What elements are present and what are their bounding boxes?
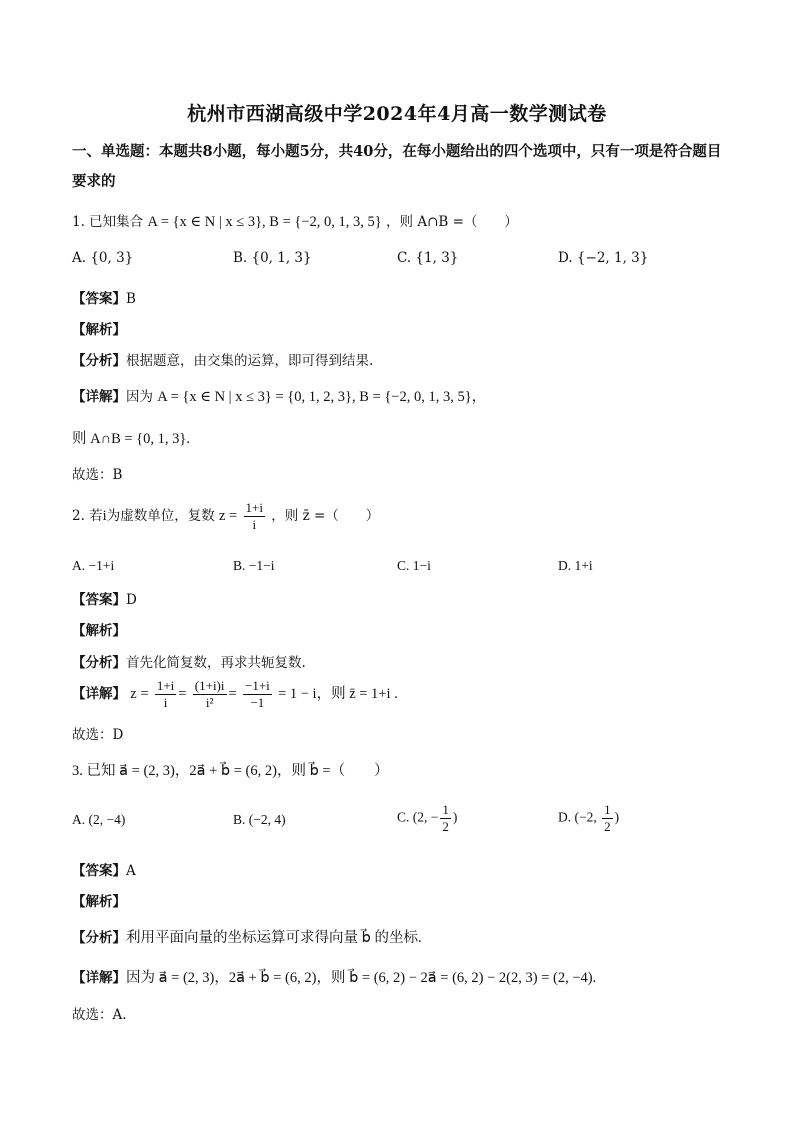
q3-analysis-label: 【解析】 bbox=[72, 894, 126, 910]
q1-stem: 1. 已知集合 A = {x ∈ N | x ≤ 3}, B = {−2, 0, 1, 3, 5} ，则 A∩B =（ ） bbox=[72, 214, 518, 230]
q2-detail: 【详解】 z = $\frac{1+i}{i}$ = $\frac{(1+i)i}{\text{i²}}$ = $\frac{-1+i}{-1}$ = 1 − i，则 z̄ = 1+i . bbox=[72, 678, 398, 710]
q1-answer: 【答案】B bbox=[72, 291, 136, 307]
q2-option-d: D. 1+i bbox=[558, 558, 593, 573]
q3-option-c: C. (2, − $\frac{1}{2}$ ) bbox=[397, 802, 458, 834]
q3-fenxi: 【分析】利用平面向量的坐标运算可求得向量 b⃗ 的坐标. bbox=[72, 930, 422, 946]
q3-option-b: B. (−2, 4) bbox=[233, 812, 286, 827]
q2-option-b: B. −1−i bbox=[233, 558, 275, 573]
q1-option-a: A. {0, 3} bbox=[72, 250, 134, 266]
page-title: 杭州市西湖高级中学2024年4月高一数学测试卷 bbox=[187, 103, 607, 125]
q2-fenxi: 【分析】首先化简复数，再求共轭复数. bbox=[72, 655, 306, 671]
section-heading: 一、单选题：本题共8小题，每小题5分，共40分，在每小题给出的四个选项中，只有一项是符合题目要求的 bbox=[72, 143, 722, 190]
q1-fenxi: 【分析】根据题意，由交集的运算，即可得到结果. bbox=[72, 353, 374, 369]
q3-answer: 【答案】A bbox=[72, 863, 136, 879]
q2-choose: 故选：D bbox=[72, 727, 124, 743]
q1-detail-2: 则 A∩B = {0, 1, 3}. bbox=[72, 431, 190, 447]
q3-option-c-fraction: $\frac{1}{2}$ bbox=[442, 802, 449, 834]
q2-fraction: $\frac{1+i}{i}$ bbox=[245, 500, 263, 532]
q1-option-b: B. {0, 1, 3} bbox=[233, 250, 312, 266]
q1-option-c: C. {1, 3} bbox=[397, 250, 459, 266]
q2-stem: 2. 若i为虚数单位，复数 z = $\frac{1+i}{i}$ ，则 z̄ =（ ） bbox=[72, 500, 380, 532]
q3-option-d-fraction: $\frac{1}{2}$ bbox=[604, 802, 611, 834]
q1-option-d: D. {−2, 1, 3} bbox=[558, 250, 649, 266]
q3-stem: 3. 已知 a⃗ = (2, 3)，2a⃗ + b⃗ = (6, 2)，则 b⃗ =（ ） bbox=[72, 763, 389, 779]
q2-analysis-label: 【解析】 bbox=[72, 623, 126, 639]
q2-answer: 【答案】D bbox=[72, 592, 137, 608]
q1-detail: 【详解】因为 A = {x ∈ N | x ≤ 3} = {0, 1, 2, 3}, B = {−2, 0, 1, 3, 5}， bbox=[72, 389, 487, 405]
q3-detail: 【详解】因为 a⃗ = (2, 3)，2a⃗ + b⃗ = (6, 2)，则 b⃗ = (6, 2) − 2a⃗ = (6, 2) − 2(2, 3) = (2, −4). bbox=[72, 970, 597, 986]
q2-detail-fraction-2: $\frac{(1+i)i}{\text{i²}}$ bbox=[194, 678, 225, 710]
q1-analysis-label: 【解析】 bbox=[72, 322, 126, 338]
q2-detail-fraction-3: $\frac{-1+i}{-1}$ bbox=[244, 678, 270, 710]
q2-option-a: A. −1+i bbox=[72, 558, 115, 573]
q2-detail-fraction-1: $\frac{1+i}{i}$ bbox=[156, 678, 175, 710]
q2-option-c: C. 1−i bbox=[397, 558, 431, 573]
q3-option-d: D. (−2, $\frac{1}{2}$ ) bbox=[558, 802, 620, 834]
q3-choose: 故选：A. bbox=[72, 1007, 127, 1023]
q1-choose: 故选：B bbox=[72, 467, 123, 483]
q3-option-a: A. (2, −4) bbox=[72, 812, 126, 827]
